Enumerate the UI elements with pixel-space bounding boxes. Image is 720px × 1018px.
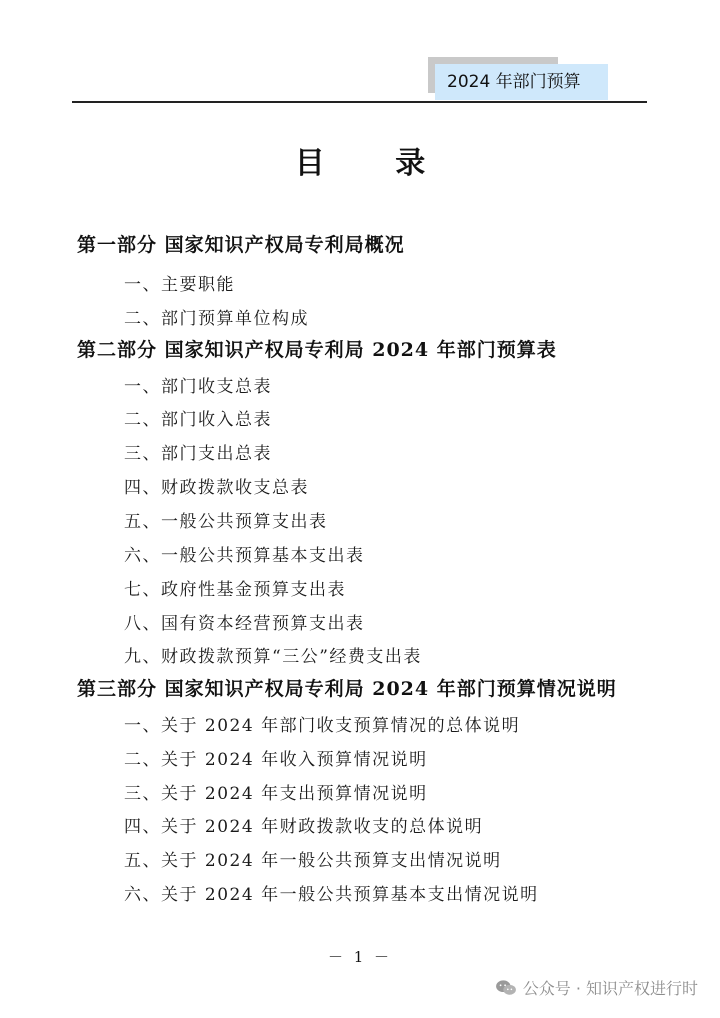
toc-item: 七、政府性基金预算支出表 bbox=[124, 580, 346, 600]
toc-item: 一、主要职能 bbox=[124, 275, 235, 295]
header-badge: 2024 年部门预算 bbox=[435, 64, 608, 100]
page-title: 目 录 bbox=[294, 146, 456, 181]
toc-item: 一、关于 2024 年部门收支预算情况的总体说明 bbox=[124, 716, 521, 736]
toc-item: 四、财政拨款收支总表 bbox=[124, 478, 309, 498]
toc-item: 一、部门收支总表 bbox=[124, 377, 272, 397]
toc-item: 五、一般公共预算支出表 bbox=[124, 512, 328, 532]
header-rule bbox=[72, 101, 647, 103]
toc-item: 二、关于 2024 年收入预算情况说明 bbox=[124, 750, 428, 770]
wechat-icon bbox=[495, 979, 517, 997]
toc-part-3: 第三部分 国家知识产权局专利局 2024 年部门预算情况说明 bbox=[77, 678, 617, 700]
toc-item: 四、关于 2024 年财政拨款收支的总体说明 bbox=[124, 817, 484, 837]
watermark-text: 公众号 · 知识产权进行时 bbox=[522, 979, 698, 998]
toc-item: 九、财政拨款预算“三公”经费支出表 bbox=[124, 647, 422, 667]
toc-item: 五、关于 2024 年一般公共预算支出情况说明 bbox=[124, 851, 502, 871]
toc-item: 六、一般公共预算基本支出表 bbox=[124, 546, 365, 566]
toc-item: 三、关于 2024 年支出预算情况说明 bbox=[124, 784, 428, 804]
watermark bbox=[495, 976, 698, 999]
page-number: － 1 － bbox=[327, 948, 393, 966]
toc-item: 三、部门支出总表 bbox=[124, 444, 272, 464]
toc-item: 二、部门收入总表 bbox=[124, 410, 272, 430]
toc-item: 八、国有资本经营预算支出表 bbox=[124, 614, 365, 634]
toc-item: 六、关于 2024 年一般公共预算基本支出情况说明 bbox=[124, 885, 539, 905]
toc-part-1: 第一部分 国家知识产权局专利局概况 bbox=[77, 234, 405, 256]
toc-part-2: 第二部分 国家知识产权局专利局 2024 年部门预算表 bbox=[77, 339, 557, 361]
toc-item: 二、部门预算单位构成 bbox=[124, 309, 309, 329]
